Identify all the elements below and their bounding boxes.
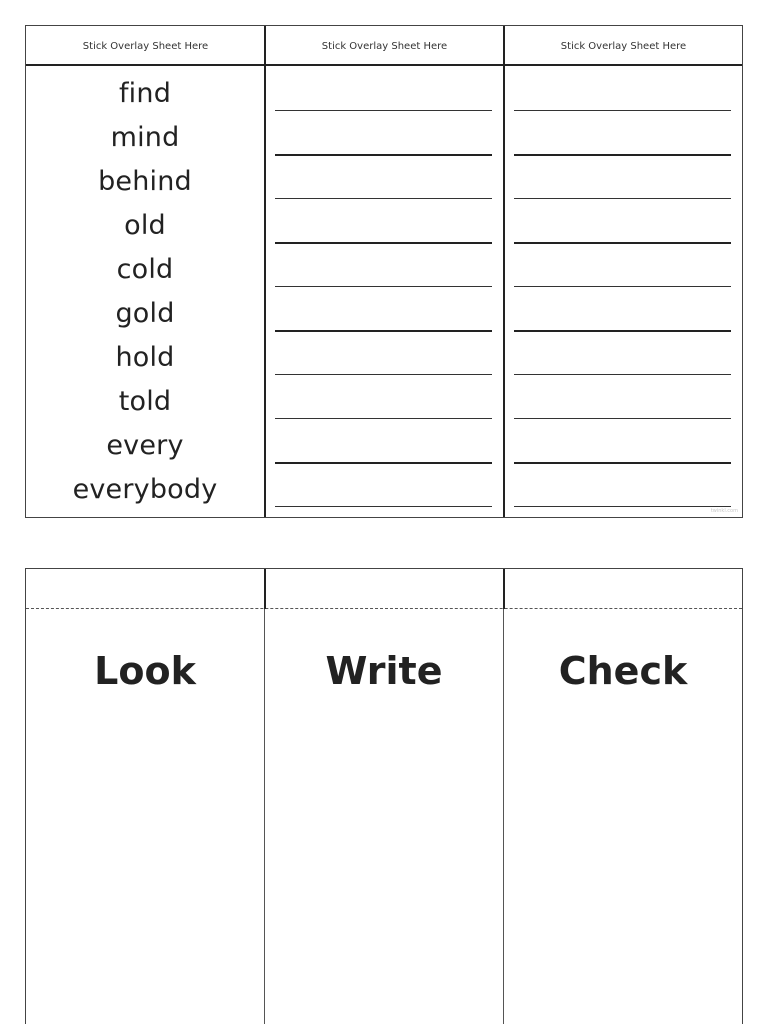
writing-line[interactable] bbox=[514, 440, 731, 484]
writing-line[interactable] bbox=[514, 220, 731, 264]
writing-line[interactable] bbox=[275, 396, 492, 440]
writing-line[interactable] bbox=[275, 308, 492, 352]
spelling-word: everybody bbox=[72, 474, 218, 505]
writing-line[interactable] bbox=[514, 396, 731, 440]
spelling-word-list bbox=[26, 72, 264, 512]
spelling-word: old bbox=[124, 210, 166, 241]
spelling-word: cold bbox=[116, 254, 174, 285]
column-divider bbox=[264, 569, 265, 1024]
spelling-word: find bbox=[118, 78, 172, 109]
overlay-header-2: Stick Overlay Sheet Here bbox=[321, 40, 448, 52]
writing-line[interactable] bbox=[514, 308, 731, 352]
word-list-sheet bbox=[25, 25, 743, 518]
spelling-word: gold bbox=[115, 298, 175, 329]
overlay-header-1: Stick Overlay Sheet Here bbox=[82, 40, 209, 52]
spelling-word: hold bbox=[115, 342, 175, 373]
look-write-check-sheet bbox=[25, 568, 743, 1024]
write-heading: Write bbox=[325, 649, 443, 693]
spelling-word: behind bbox=[98, 166, 192, 197]
writing-line[interactable] bbox=[514, 132, 731, 176]
writing-line[interactable] bbox=[275, 440, 492, 484]
writing-line[interactable] bbox=[275, 88, 492, 132]
column-divider bbox=[503, 569, 504, 1024]
writing-lines-column-2 bbox=[275, 88, 492, 528]
tab-divider bbox=[503, 569, 505, 609]
writing-line[interactable] bbox=[275, 220, 492, 264]
writing-line[interactable] bbox=[275, 132, 492, 176]
writing-line[interactable] bbox=[275, 176, 492, 220]
overlay-header-3: Stick Overlay Sheet Here bbox=[560, 40, 687, 52]
spelling-word: told bbox=[118, 386, 172, 417]
writing-line[interactable] bbox=[514, 88, 731, 132]
writing-line[interactable] bbox=[514, 352, 731, 396]
tab-divider bbox=[264, 569, 266, 609]
spelling-word: mind bbox=[110, 122, 180, 153]
spelling-word: every bbox=[106, 430, 184, 461]
writing-line[interactable] bbox=[275, 352, 492, 396]
writing-line[interactable] bbox=[514, 264, 731, 308]
writing-line[interactable] bbox=[514, 176, 731, 220]
writing-lines-column-3 bbox=[514, 88, 731, 528]
fold-tab-row bbox=[26, 569, 742, 609]
writing-line[interactable] bbox=[275, 264, 492, 308]
overlay-header-row bbox=[26, 26, 742, 66]
writing-line[interactable] bbox=[514, 484, 731, 528]
column-divider bbox=[503, 26, 505, 517]
column-divider bbox=[264, 26, 266, 517]
check-heading: Check bbox=[558, 649, 688, 693]
look-heading: Look bbox=[94, 649, 196, 693]
watermark: twinkl.com bbox=[710, 508, 738, 514]
writing-line[interactable] bbox=[275, 484, 492, 528]
